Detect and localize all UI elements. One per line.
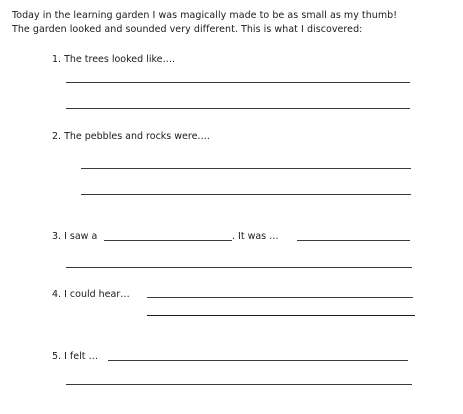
answer-line-2b[interactable] bbox=[81, 194, 411, 195]
intro-line-2: The garden looked and sounded very different. This is what I discovered: bbox=[12, 24, 363, 35]
question-2-label: 2. The pebbles and rocks were…. bbox=[52, 131, 210, 142]
answer-line-4a[interactable] bbox=[147, 297, 413, 298]
answer-line-5a[interactable] bbox=[108, 360, 408, 361]
answer-line-2a[interactable] bbox=[81, 168, 411, 169]
answer-line-4b[interactable] bbox=[147, 315, 415, 316]
question-1-label: 1. The trees looked like…. bbox=[52, 54, 175, 65]
answer-line-1b[interactable] bbox=[66, 108, 410, 109]
question-5-label: 5. I felt … bbox=[52, 351, 98, 362]
answer-line-1a[interactable] bbox=[66, 82, 410, 83]
question-4-label: 4. I could hear… bbox=[52, 289, 130, 300]
answer-line-3-saw[interactable] bbox=[104, 240, 232, 241]
answer-line-3b[interactable] bbox=[66, 267, 412, 268]
question-3-label: 3. I saw a bbox=[52, 231, 98, 242]
answer-line-5b[interactable] bbox=[66, 384, 412, 385]
answer-line-3-was[interactable] bbox=[297, 240, 410, 241]
question-3-label-continued: . It was … bbox=[232, 231, 279, 242]
intro-line-1: Today in the learning garden I was magically made to be as small as my thumb! bbox=[12, 10, 398, 21]
